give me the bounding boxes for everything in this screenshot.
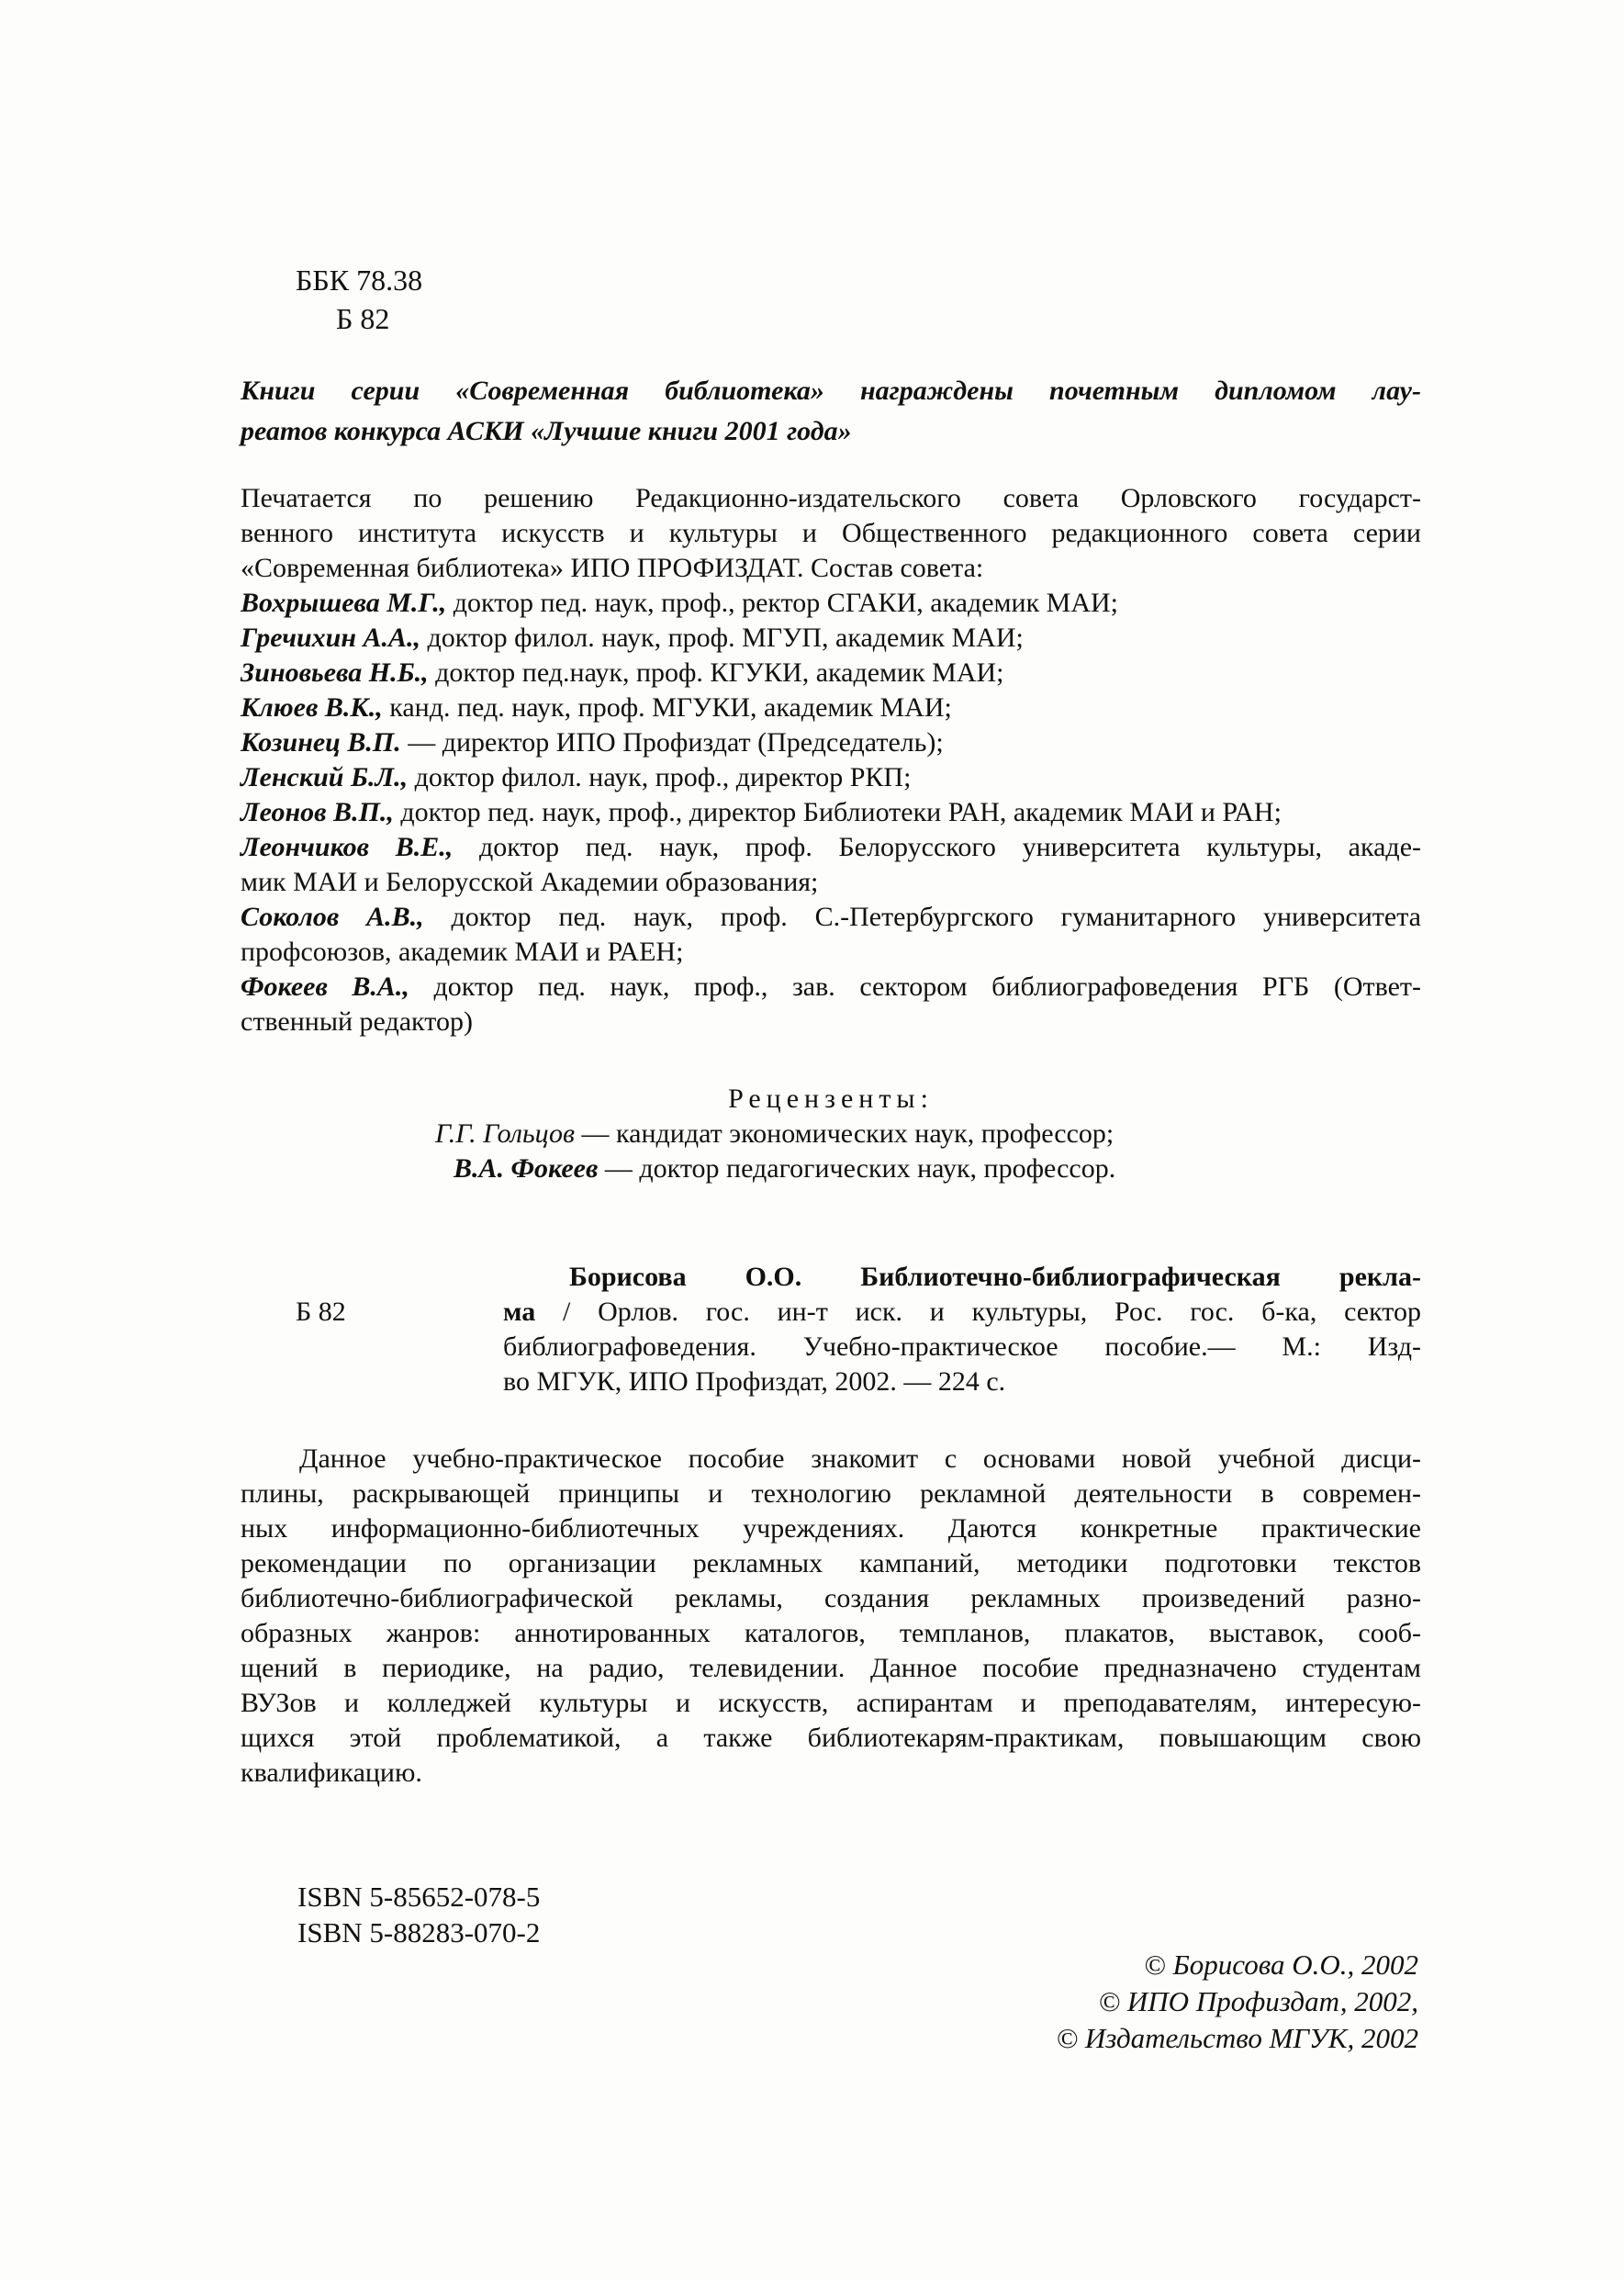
member-name: Ленский Б.Л., [241,762,409,792]
reviewer-name: В.А. Фокеев [454,1153,599,1184]
member-role: канд. пед. наук, проф. МГУКИ, академик МАИ; [389,692,952,723]
annotation-line: плины, раскрывающей принципы и технологию рекламной деятельности в современ- [241,1478,1421,1509]
council-intro-line: Печатается по решению Редакционно-издательского совета Орловского государст- [241,483,1421,513]
council-intro-line: венного института искусств и культуры и Общественного редакционного совета серии [241,518,1421,548]
council-member [241,656,1421,691]
record-author-title: Борисова О.О. Библиотечно-библиографическая рекла- [569,1262,1421,1292]
record-publication: / Орлов. гос. ин-т иск. и культуры, Рос. гос. б-ка, сектор [563,1297,1421,1327]
copyright-line: © ИПО Профиздат, 2002, [1098,1985,1418,2017]
annotation-line: рекомендации по организации рекламных кампаний, методики подготовки текстов [241,1548,1421,1578]
award-note [241,371,1421,452]
annotation-line: Данное учебно-практическое пособие знакомит с основами новой учебной дисци- [299,1443,1421,1474]
copyright-block [1057,1947,1418,2057]
record-line [503,1295,1421,1330]
member-name: Козинец В.П. [241,727,401,758]
reviewers [241,1082,1421,1186]
member-role: доктор пед.наук, проф. КГУКИ, академик МАИ; [435,657,1004,688]
award-note-line: реатов конкурса АСКИ «Лучшие книги 2001 года» [241,416,852,446]
reviewer [241,1117,1421,1151]
council-member [241,586,1421,621]
council-member [241,621,1421,656]
reviewer-role: — кандидат экономических наук, профессор; [581,1118,1114,1149]
isbn: ISBN 5-85652-078-5 [297,1881,541,1913]
council-member [241,900,1421,935]
council-member [241,691,1421,725]
author-mark: Б 82 [336,302,390,335]
member-role: — директор ИПО Профиздат (Председатель); [408,727,944,758]
member-role: доктор пед. наук, проф. С.-Петербургского гуманитарного университета [451,902,1421,932]
member-name: Вохрышева М.Г., [241,588,447,618]
member-name: Зиновьева Н.Б., [241,657,429,688]
member-role: доктор пед. наук, проф. Белорусского университета культуры, акаде- [478,832,1421,862]
member-name: Соколов А.В., [241,902,424,932]
member-name: Леонов В.П., [241,797,394,827]
bbk-code: ББК 78.38 [296,264,423,297]
member-name: Леончиков В.Е., [241,832,454,862]
editorial-council [241,481,1421,1039]
member-name: Фокеев В.А., [241,972,409,1002]
reviewer-name: Г.Г. Гольцов [435,1118,576,1149]
record-line: во МГУК, ИПО Профиздат, 2002. — 224 с. [503,1366,1006,1397]
member-role: доктор пед. наук, проф., директор Библиотеки РАН, академик МАИ и РАН; [400,797,1282,827]
reviewer-role: — доктор педагогических наук, профессор. [604,1153,1116,1184]
council-member-cont: мик МАИ и Белорусской Академии образования; [241,867,819,897]
award-note-line: Книги серии «Современная библиотека» награждены почетным дипломом лау- [241,376,1421,406]
reviewers-heading: Рецензенты: [728,1084,934,1114]
isbn-block [297,1879,540,1950]
annotation-line: квалификацию. [241,1758,422,1788]
bibliographic-mark: Б 82 [296,1297,346,1327]
record-line: библиографоведения. Учебно-практическое пособие.— М.: Изд- [503,1331,1421,1362]
council-member [241,795,1421,830]
annotation-line: ных информационно-библиотечных учреждениях. Даются конкретные практические [241,1513,1421,1544]
annotation [241,1442,1421,1791]
council-member-cont: ственный редактор) [241,1006,473,1037]
annotation-line: щихся этой проблематикой, а также библиотекарям-практикам, повышающим свою [241,1723,1421,1753]
council-member [241,725,1421,760]
annotation-line: библиотечно-библиографической рекламы, создания рекламных произведений разно- [241,1583,1421,1613]
council-member [241,760,1421,795]
copyright-line: © Издательство МГУК, 2002 [1056,2022,1418,2054]
council-intro-line: «Современная библиотека» ИПО ПРОФИЗДАТ. Состав совета: [241,553,984,583]
isbn: ISBN 5-88283-070-2 [297,1916,541,1949]
council-member-cont: профсоюзов, академик МАИ и РАЕН; [241,937,684,967]
council-member [241,970,1421,1005]
member-role: доктор филол. наук, проф., директор РКП; [414,762,912,792]
member-role: доктор пед. наук, проф., зав. сектором библиографоведения РГБ (Ответ- [433,972,1421,1002]
reviewer [241,1151,1421,1186]
annotation-line: образных жанров: аннотированных каталогов, темпланов, плакатов, выставок, сооб- [241,1618,1421,1648]
member-role: доктор пед. наук, проф., ректор СГАКИ, академик МАИ; [453,588,1119,618]
member-name: Клюев В.К., [241,692,383,723]
bbk-classification [296,261,422,338]
member-role: доктор филол. наук, проф. МГУП, академик МАИ; [427,623,1024,653]
member-name: Гречихин А.А., [241,623,420,653]
council-member [241,830,1421,865]
annotation-line: щений в периодике, на радио, телевидении. Данное пособие предназначено студентам [241,1653,1421,1683]
bibliographic-record [503,1260,1421,1399]
annotation-line: ВУЗов и колледжей культуры и искусств, аспирантам и преподавателям, интересую- [241,1688,1421,1718]
record-title-end: ма [503,1297,536,1327]
copyright-line: © Борисова О.О., 2002 [1144,1949,1418,1981]
